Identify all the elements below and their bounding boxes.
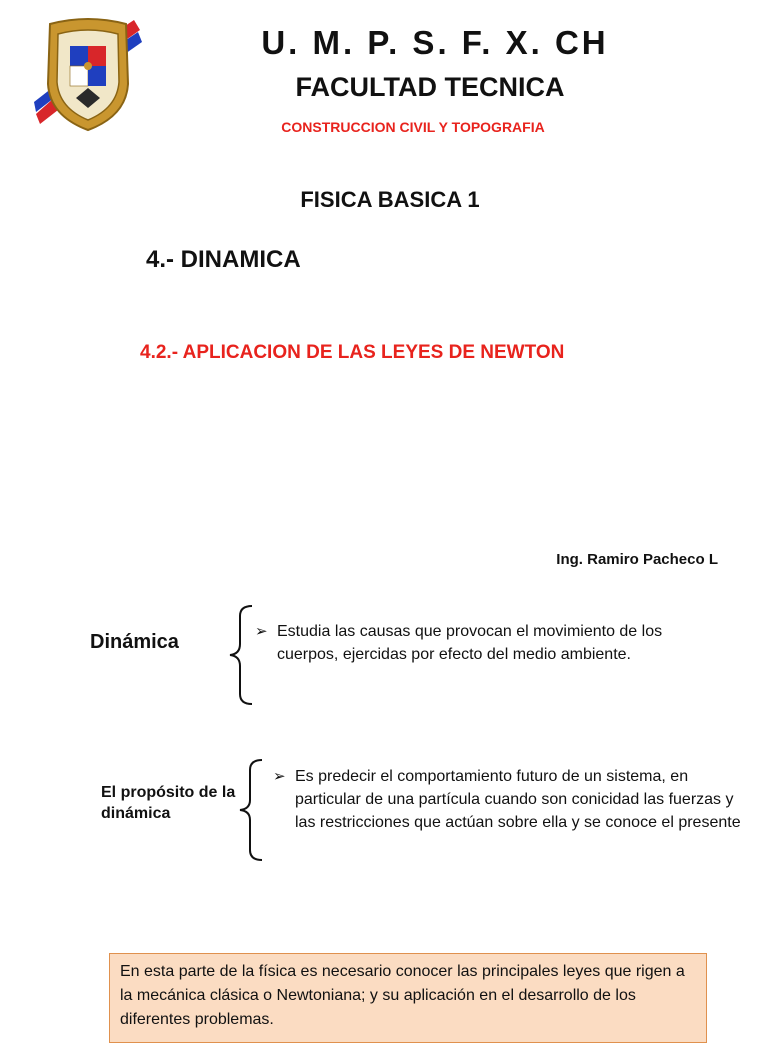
unit-heading: 4.- DINAMICA bbox=[146, 246, 301, 273]
course-title: FISICA BASICA 1 bbox=[300, 187, 480, 212]
faculty-title: FACULTAD TECNICA bbox=[295, 72, 565, 102]
curly-brace-icon bbox=[238, 758, 268, 862]
author-name: Ing. Ramiro Pacheco L bbox=[556, 551, 718, 568]
definition-text bbox=[273, 765, 745, 834]
university-title: U. M. P. S. F. X. CH bbox=[261, 24, 609, 61]
highlight-note-box: En esta parte de la física es necesario conocer las principales leyes que rigen a la mecánica clásica o Newtoniana; y su aplicación en el desarrollo de los diferentes problemas. bbox=[109, 953, 707, 1043]
definition-text bbox=[255, 620, 717, 666]
definition-term: Dinámica bbox=[90, 631, 179, 653]
topic-heading: 4.2.- APLICACION DE LAS LEYES DE NEWTON bbox=[140, 342, 565, 363]
definition-description: Estudia las causas que provocan el movimiento de los cuerpos, ejercidas por efecto del medio ambiente. bbox=[277, 623, 663, 663]
definition-term: El propósito de la dinámica bbox=[101, 784, 236, 822]
curly-brace-icon bbox=[228, 604, 258, 706]
career-subtitle: CONSTRUCCION CIVIL Y TOPOGRAFIA bbox=[281, 119, 545, 135]
arrowhead-bullet-icon: ➢ bbox=[273, 768, 286, 785]
arrowhead-bullet-icon: ➢ bbox=[255, 623, 268, 640]
definition-description: Es predecir el comportamiento futuro de un sistema, en particular de una partícula cuando son conicidad las fuerzas y las restricciones que actúan sobre ella y se conoce el presente bbox=[295, 768, 741, 831]
